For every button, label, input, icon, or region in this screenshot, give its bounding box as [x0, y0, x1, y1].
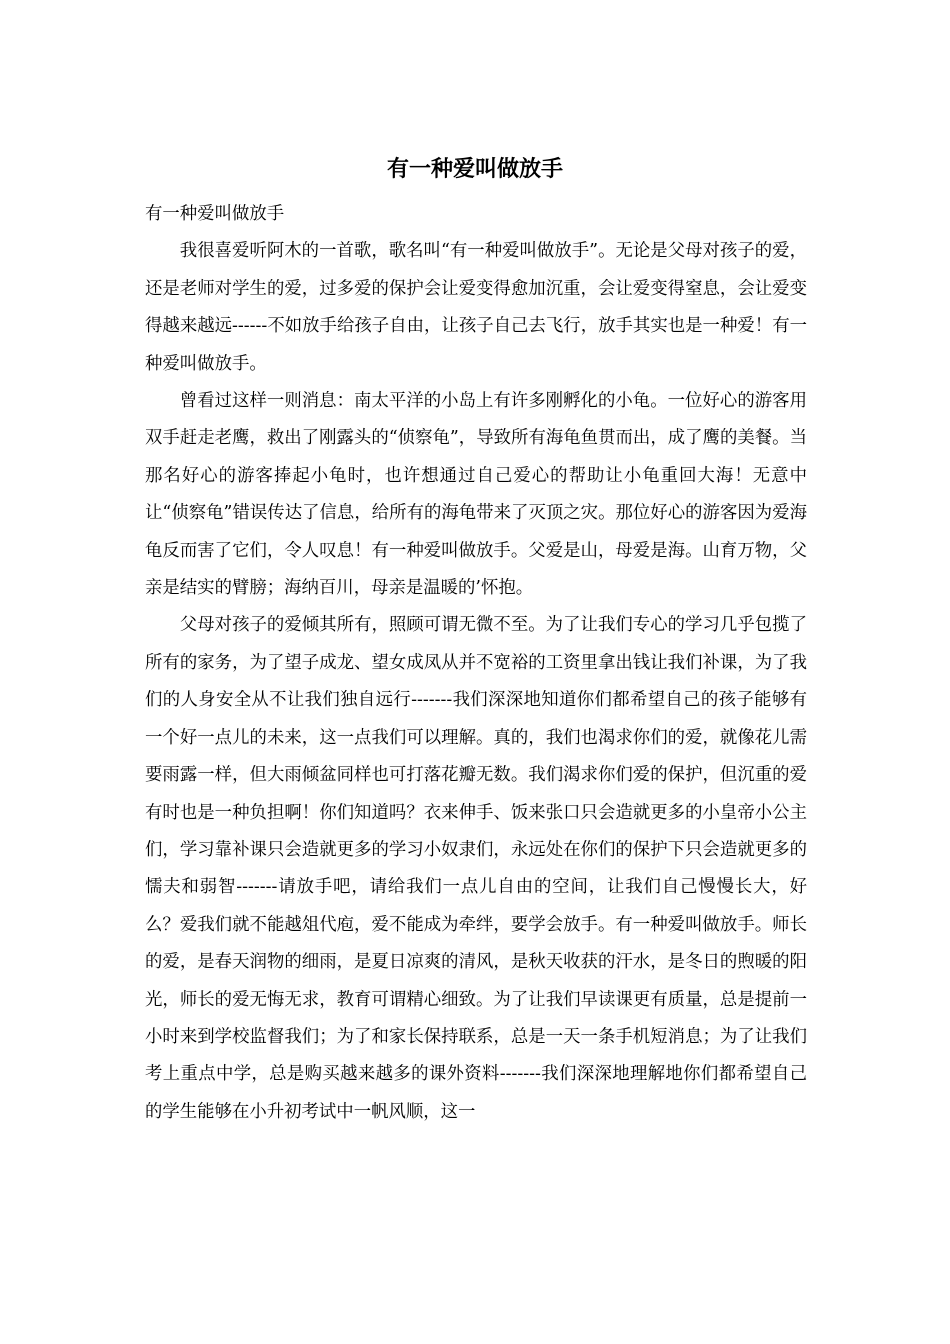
document-body: [145, 196, 807, 1131]
paragraph-3: 父母对孩子的爱倾其所有，照顾可谓无微不至。为了让我们专心的学习几乎包揽了所有的家务，为了望子成龙、望女成凤从并不宽裕的工资里拿出钱让我们补课，为了我们的人身安全从不让我们独自远行-------我们深深地知道你们都希望自己的孩子能够有一个好一点儿的未来，这一点我们可以理解。真的，我们也渴求你们的爱，就像花儿需要雨露一样，但大雨倾盆同样也可打落花瓣无数。我们渴求你们爱的保护，但沉重的爱有时也是一种负担啊！你们知道吗？衣来伸手、饭来张口只会造就更多的小皇帝小公主们，学习靠补课只会造就更多的学习小奴隶们，永远处在你们的保护下只会造就更多的懦夫和弱智-------请放手吧，请给我们一点儿自由的空间，让我们自己慢慢长大，好么？爱我们就不能越俎代庖，爱不能成为牵绊，要学会放手。有一种爱叫做放手。师长的爱，是春天润物的细雨，是夏日凉爽的清风，是秋天收获的汗水，是冬日的煦暖的阳光，师长的爱无悔无求，教育可谓精心细致。为了让我们早读课更有质量，总是提前一小时来到学校监督我们；为了和家长保持联系，总是一天一条手机短消息；为了让我们考上重点中学，总是购买越来越多的课外资料-------我们深深地理解地你们都希望自己的学生能够在小升初考试中一帆风顺，这一: [145, 615, 807, 1122]
document-subtitle: 有一种爱叫做放手: [145, 204, 285, 224]
paragraph-2: 曾看过这样一则消息：南太平洋的小岛上有许多刚孵化的小龟。一位好心的游客用双手赶走老鹰，救出了刚露头的“侦察龟”，导致所有海龟鱼贯而出，成了鹰的美餐。当那名好心的游客捧起小龟时，也许想通过自己爱心的帮助让小龟重回大海！无意中让“侦察龟”错误传达了信息，给所有的海龟带来了灭顶之灾。那位好心的游客因为爱海龟反而害了它们，令人叹息！有一种爱叫做放手。父爱是山，母爱是海。山育万物，父亲是结实的臂膀；海纳百川，母亲是温暖的’怀抱。: [145, 391, 807, 599]
paragraph-1: 我很喜爱听阿木的一首歌，歌名叫“有一种爱叫做放手”。无论是父母对孩子的爱，还是老师对学生的爱，过多爱的保护会让爱变得愈加沉重，会让爱变得窒息，会让爱变得越来越远------不如放手给孩子自由，让孩子自己去飞行，放手其实也是一种爱！有一种爱叫做放手。: [145, 241, 807, 374]
document-title: 有一种爱叫做放手: [386, 157, 563, 182]
